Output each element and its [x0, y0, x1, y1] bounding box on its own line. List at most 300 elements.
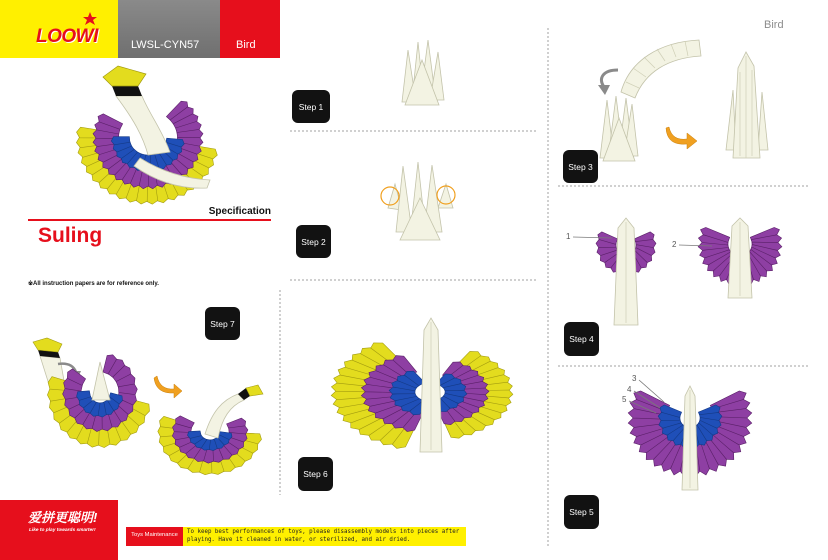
step7-blue-piece — [109, 393, 123, 404]
step6-blue-piece — [392, 381, 418, 391]
main-bird-yellow-piece — [125, 178, 140, 202]
main-bird-yellow-piece — [184, 158, 208, 177]
orange-arrow-icon — [154, 376, 182, 398]
step7-finished-blue-piece — [218, 432, 232, 440]
step4-right-purple-piece — [636, 240, 656, 248]
step7-purple-piece — [115, 398, 133, 414]
main-bird-blue-piece — [134, 154, 146, 171]
chain-ridge — [685, 41, 688, 56]
step5-blue-piece — [695, 423, 713, 441]
step4-left-purple-piece — [708, 250, 733, 272]
model-code: LWSL-CYN57 — [131, 39, 200, 51]
step5-blue-piece — [689, 427, 699, 448]
step4-right-purple-piece — [631, 251, 648, 268]
main-bird-purple-piece — [170, 151, 193, 169]
step6-blue-piece — [401, 398, 423, 412]
callout-line-3 — [639, 380, 664, 402]
step6-blue-piece — [438, 396, 458, 408]
main-bird-purple-piece — [98, 114, 123, 130]
gray-curved-arrow-icon — [602, 70, 618, 87]
main-bird-yellow-piece — [77, 127, 103, 138]
step3-piece — [608, 96, 624, 160]
spec-underline — [28, 219, 271, 221]
step6-purple-piece — [459, 382, 487, 391]
step7-yellow-piece — [125, 407, 145, 426]
gray-arrowhead-icon — [71, 371, 81, 380]
chain-ridge — [633, 68, 646, 77]
step7-finished-yellow-piece — [226, 451, 245, 468]
step7-finished-fan — [158, 416, 262, 475]
step6-purple-piece — [375, 403, 405, 419]
step6-yellow-piece — [452, 418, 475, 435]
step6-yellow-piece — [331, 391, 369, 400]
step7-finished-head-band — [238, 388, 250, 400]
step4-left-purple-piece — [713, 252, 734, 277]
main-bird-yellow-piece — [116, 176, 134, 199]
main-bird-purple-piece — [177, 129, 203, 138]
step7-purple-piece — [113, 366, 131, 384]
main-bird-yellow-piece — [191, 145, 217, 159]
step2-label: Step 2 — [296, 225, 331, 258]
step6-purple-piece — [438, 408, 455, 425]
callout-line-4 — [634, 391, 660, 408]
step7-blue-piece — [102, 400, 114, 414]
step6-yellow-piece — [480, 375, 510, 386]
main-bird-yellow-piece — [136, 180, 148, 204]
step7-finished-yellow-piece — [232, 446, 252, 462]
step6-yellow-piece — [483, 390, 513, 398]
main-bird-purple-piece — [152, 164, 166, 188]
step6-blue-piece — [445, 390, 467, 397]
main-bird-yellow-piece — [92, 162, 115, 182]
main-bird-yellow-piece — [99, 167, 121, 188]
main-bird-blue-piece — [121, 148, 137, 163]
main-bird-blue-piece — [113, 141, 131, 152]
step5-label: Step 5 — [564, 495, 599, 529]
step7-head-band — [38, 350, 60, 358]
step7-finished-purple-piece — [173, 423, 192, 432]
step6-blue-piece — [404, 371, 425, 385]
step5-blue-piece — [660, 405, 682, 418]
step6-yellow-piece — [343, 407, 379, 423]
step2-piece — [424, 165, 442, 232]
step2-piece — [400, 198, 440, 240]
step6-purple-piece — [393, 356, 417, 375]
step5-blue-piece — [667, 423, 685, 441]
step7-finished-purple-piece — [229, 426, 248, 434]
step6-purple-piece — [361, 391, 395, 399]
main-bird-yellow-piece — [107, 172, 127, 194]
step7-finished-purple-piece — [203, 448, 213, 464]
step5-purple-piece — [634, 391, 670, 411]
step6-purple-piece — [384, 360, 411, 378]
step1-illustration — [402, 40, 444, 105]
step4-figure1-wings — [596, 232, 656, 272]
step6-purple-piece — [457, 397, 484, 408]
main-bird-yellow-piece — [86, 157, 110, 175]
main-bird-blue-piece — [153, 152, 166, 169]
step3-illustration — [598, 40, 768, 161]
chain-ridge — [644, 57, 655, 68]
step6-purple-piece — [376, 365, 406, 381]
callout-line-1 — [573, 237, 612, 238]
step6-yellow-piece — [457, 351, 482, 368]
step6-purple-piece — [383, 406, 411, 423]
step4-left-purple-piece — [597, 245, 617, 256]
step7-purple-piece — [111, 403, 129, 422]
step5-purple-piece — [646, 432, 675, 460]
step3-curved-chain — [621, 40, 701, 98]
step5-purple-piece — [708, 428, 741, 452]
main-bird-purple-piece — [157, 161, 174, 184]
step7-finished-blue-piece — [209, 439, 218, 450]
finished-model-photo — [76, 66, 217, 204]
step7-finished-purple-piece — [221, 441, 239, 456]
step5-purple-piece — [714, 409, 752, 420]
step7-yellow-piece — [48, 377, 69, 391]
main-bird-yellow-piece — [78, 144, 104, 158]
step6-yellow-piece — [477, 401, 507, 413]
step5-purple-piece — [671, 439, 688, 475]
step6-yellow-piece — [476, 368, 505, 381]
step5-purple-piece — [705, 432, 734, 460]
step7-finished-blue-piece — [188, 431, 202, 438]
step5-blue-piece — [681, 427, 691, 448]
main-bird-wing-fan — [76, 101, 217, 204]
step5-purple-piece — [697, 437, 718, 471]
main-bird-purple-piece — [98, 147, 123, 163]
step2-piece — [410, 162, 426, 236]
step6-blue-piece — [444, 384, 466, 393]
step7-purple-piece — [63, 389, 82, 400]
main-bird-purple-piece — [93, 137, 119, 146]
main-bird-neck — [116, 96, 170, 155]
step7-finished-purple-piece — [216, 444, 232, 459]
step6-blue-piece — [433, 399, 450, 412]
step7-yellow-piece — [119, 414, 139, 435]
step4-left-purple-piece — [611, 253, 625, 272]
step7-purple-piece — [108, 359, 125, 378]
brand-logo: LOOWI — [36, 26, 98, 47]
step7-purple-piece — [83, 409, 97, 429]
slogan-english: Like to play towards smarter! — [29, 528, 96, 533]
step7-purple-piece — [103, 355, 117, 375]
main-bird-purple-piece — [162, 159, 181, 180]
main-bird-purple-piece — [139, 165, 149, 189]
step4-right-purple-piece — [628, 253, 642, 272]
step5-purple-piece — [628, 409, 666, 420]
step6-purple-piece — [448, 366, 471, 381]
step4-right-purple-piece — [635, 245, 655, 256]
highlight-circle-right — [437, 186, 455, 204]
step4-left-purple-piece — [598, 232, 618, 244]
maintenance-label: Toys Maintenance — [131, 532, 178, 538]
step3-piece — [603, 118, 635, 161]
step6-yellow-piece — [359, 416, 391, 435]
step5-blue-piece — [673, 425, 688, 445]
step7-purple-piece — [64, 378, 83, 391]
step6-blue-piece — [410, 400, 428, 415]
maintenance-text-line1: To keep best performances of toys, please disassembly models into pieces after — [187, 529, 460, 535]
step6-illustration — [331, 318, 513, 452]
step4-figure2-wings — [698, 227, 782, 284]
step7-finished-purple-piece — [172, 431, 191, 440]
gray-arrowhead-icon — [598, 85, 610, 95]
step7-purple-piece — [65, 395, 84, 409]
step5-purple-piece — [710, 391, 746, 411]
step6-purple-piece — [453, 370, 478, 383]
main-bird-blue-piece — [149, 154, 159, 171]
step3-column-flange — [726, 90, 736, 150]
step1-piece — [402, 50, 416, 102]
specification-heading: Specification — [208, 206, 271, 217]
step7-blue-piece — [79, 395, 93, 408]
main-bird-yellow-piece — [161, 176, 178, 200]
step4-right-purple-piece — [752, 235, 782, 245]
step5-purple-piece — [634, 425, 670, 445]
step4-left-purple-piece — [596, 240, 616, 248]
step5-purple-piece — [710, 425, 746, 445]
step7-blue-piece — [106, 397, 120, 411]
main-bird-purple-piece — [108, 155, 130, 175]
step6-yellow-piece — [380, 423, 406, 445]
step6-purple-piece — [443, 406, 464, 422]
step3-assembled-column — [733, 52, 760, 158]
step1-label: Step 1 — [292, 90, 330, 123]
chain-ridge — [657, 49, 665, 61]
step1-piece — [420, 40, 436, 102]
step7-finished-purple-piece — [175, 435, 194, 447]
step5-blue-piece — [700, 413, 722, 421]
step2-illustration — [381, 162, 455, 240]
callout-line-5 — [629, 401, 656, 413]
main-bird-blue-piece — [166, 138, 185, 147]
step4-illustration — [573, 218, 782, 325]
step5-purple-piece — [689, 440, 700, 476]
step7-finished-purple-piece — [225, 437, 244, 450]
step6-yellow-piece — [464, 356, 491, 372]
step6-column — [420, 318, 442, 452]
main-bird-yellow-piece — [154, 179, 168, 203]
step7-body-fan — [47, 355, 149, 448]
step7-finished-yellow-piece — [177, 452, 196, 469]
step4-right-purple-piece — [750, 227, 779, 242]
step7-purple-piece — [116, 374, 135, 389]
step7-finished-purple-piece — [186, 443, 203, 458]
step6-yellow-piece — [371, 343, 400, 363]
step7-purple-piece — [118, 393, 137, 406]
main-bird-purple-piece — [173, 114, 198, 130]
step7-finished-yellow-piece — [169, 447, 189, 463]
step6-purple-piece — [443, 362, 464, 378]
step6-yellow-piece — [344, 360, 380, 376]
step6-label: Step 6 — [298, 457, 333, 491]
step2-piece — [388, 184, 402, 210]
main-bird-blue-piece — [117, 145, 134, 159]
step3-column-flange — [758, 92, 768, 150]
step4-right-purple-piece — [752, 242, 782, 250]
step7-finished-yellow-piece — [160, 416, 181, 429]
main-bird-blue-piece — [142, 155, 151, 172]
main-bird-purple-piece — [147, 165, 157, 189]
main-bird-purple-piece — [130, 164, 144, 188]
step5-purple-piece — [714, 417, 752, 428]
main-bird-blue-piece — [111, 137, 130, 145]
main-bird-yellow-piece — [76, 137, 102, 148]
step6-yellow-piece — [460, 414, 486, 431]
step7-purple-piece — [69, 401, 87, 419]
step6-yellow-piece — [392, 426, 415, 449]
step7-yellow-piece — [106, 423, 121, 445]
step7-purple-piece — [75, 405, 92, 424]
step3-piece — [624, 104, 638, 156]
callout-number-5: 5 — [622, 395, 627, 404]
step5-illustration — [628, 380, 752, 490]
step5-wings — [628, 391, 752, 477]
main-bird-yellow-piece — [146, 180, 158, 204]
step7-finished-yellow-piece — [210, 458, 224, 475]
step5-purple-piece — [662, 437, 683, 471]
step4-left-purple-piece — [605, 251, 622, 268]
main-bird-purple-piece — [95, 142, 121, 155]
main-bird-blue-piece — [127, 151, 141, 167]
step6-purple-piece — [453, 400, 478, 413]
step6-purple-piece — [461, 388, 489, 395]
chain-ridge — [671, 44, 676, 57]
main-bird-purple-piece — [93, 129, 119, 138]
step5-blue-piece — [659, 418, 681, 429]
step6-yellow-piece — [467, 410, 494, 426]
step7-yellow-piece — [59, 412, 79, 433]
step6-yellow-piece — [352, 353, 385, 371]
page-label: Bird — [764, 19, 784, 31]
step7-purple-piece — [100, 411, 112, 431]
main-bird-purple-piece — [170, 107, 193, 125]
step7-finished-blue-piece — [190, 434, 204, 444]
step3-chain-ridges — [626, 41, 688, 88]
step6-yellow-piece — [338, 367, 375, 381]
step6-purple-piece — [361, 384, 395, 392]
step6-blue-piece — [442, 393, 464, 403]
main-bird-purple-piece — [176, 121, 202, 134]
step3-piece — [618, 98, 634, 160]
step7-purple-piece — [92, 411, 102, 431]
step6-purple-piece — [364, 395, 398, 406]
step7-neck-piece — [40, 356, 66, 394]
step6-yellow-piece — [482, 382, 512, 391]
step7-finished-blue-piece — [201, 439, 211, 450]
reference-note: ※All instruction papers are for reference only. — [28, 281, 159, 287]
step4-left-purple-piece — [703, 247, 731, 265]
step6-yellow-piece — [369, 420, 399, 440]
step7-finished-blue-piece — [212, 438, 224, 449]
step7-blue-piece — [98, 402, 106, 417]
step4-left-purple-piece — [720, 254, 738, 282]
step5-purple-piece — [630, 421, 668, 437]
step7-finished-purple-piece — [176, 416, 195, 428]
main-bird-yellow-piece — [180, 164, 203, 184]
step6-purple-piece — [449, 403, 473, 418]
step5-blue-piece — [699, 418, 721, 429]
main-bird-yellow-piece — [81, 150, 106, 166]
step6-blue-piece — [440, 378, 461, 389]
step4-left-purple-piece — [727, 255, 740, 285]
main-bird-purple-piece — [95, 121, 121, 134]
main-bird-blue-piece — [157, 150, 173, 166]
step6-yellow-piece — [361, 348, 393, 367]
step6-yellow-piece — [331, 383, 369, 392]
step7-yellow-piece — [98, 426, 110, 448]
main-bird-purple-piece — [166, 155, 188, 175]
main-bird-purple-piece — [115, 159, 134, 180]
step5-blue-piece — [697, 420, 718, 435]
step4-right-purple-piece — [634, 232, 654, 244]
step6-yellow-piece — [334, 375, 372, 387]
step1-piece — [405, 60, 439, 105]
step5-column — [682, 386, 698, 490]
step5-blue-piece — [698, 405, 720, 418]
step7-blue-piece — [77, 391, 91, 401]
orange-arrow-icon — [666, 127, 697, 149]
step6-blue-piece — [436, 374, 455, 387]
step6-blue-piece — [389, 387, 415, 394]
step4-right-purple-piece — [743, 254, 761, 282]
step6-yellow-piece — [351, 412, 385, 430]
step2-piece — [396, 166, 412, 232]
step4-right-purple-piece — [749, 247, 777, 265]
main-bird-yellow-piece — [168, 173, 188, 196]
callout-number-3: 3 — [632, 374, 637, 383]
step5-blue-piece — [662, 420, 683, 435]
step4-left-purple-piece — [698, 242, 728, 250]
step6-purple-piece — [364, 377, 398, 388]
main-bird-purple-piece — [103, 151, 126, 169]
step4-figure1-column — [614, 218, 638, 325]
step6-blue-piece — [395, 395, 419, 407]
main-bird-purple-piece — [122, 161, 139, 184]
step7-finished-neck — [205, 394, 244, 438]
step4-right-purple-piece — [633, 248, 652, 263]
step7-finished-yellow-piece — [159, 435, 180, 447]
step7-yellow-piece — [49, 397, 70, 413]
step2-piece — [438, 184, 453, 208]
step7-finished-blue-piece — [194, 437, 206, 448]
product-name: Suling — [38, 224, 103, 247]
step7-illustration — [33, 338, 263, 475]
step6-yellow-piece — [333, 397, 371, 408]
step6-yellow-piece — [444, 420, 464, 438]
chain-ridge — [626, 82, 639, 88]
main-bird-purple-piece — [173, 147, 198, 163]
step7-yellow-piece — [47, 389, 68, 402]
step6-yellow-piece — [470, 361, 498, 376]
main-bird-yellow-piece — [174, 169, 196, 191]
step7-label: Step 7 — [205, 307, 240, 340]
step7-finished-purple-piece — [211, 447, 223, 463]
step7-finished-yellow-piece — [163, 441, 183, 456]
step7-finished-yellow-piece — [238, 440, 258, 454]
step7-blue-piece — [83, 399, 96, 414]
step5-purple-piece — [654, 435, 680, 466]
step5-purple-piece — [701, 435, 727, 466]
main-bird-head-band — [112, 86, 142, 96]
callout-line-2 — [679, 245, 712, 246]
callout-number-4: 4 — [627, 385, 632, 394]
step7-finished-yellow-piece — [219, 455, 236, 472]
step7-yellow-piece — [54, 405, 74, 424]
step7-finished-purple-piece — [179, 440, 197, 454]
step7-finished-purple-piece — [194, 446, 208, 462]
